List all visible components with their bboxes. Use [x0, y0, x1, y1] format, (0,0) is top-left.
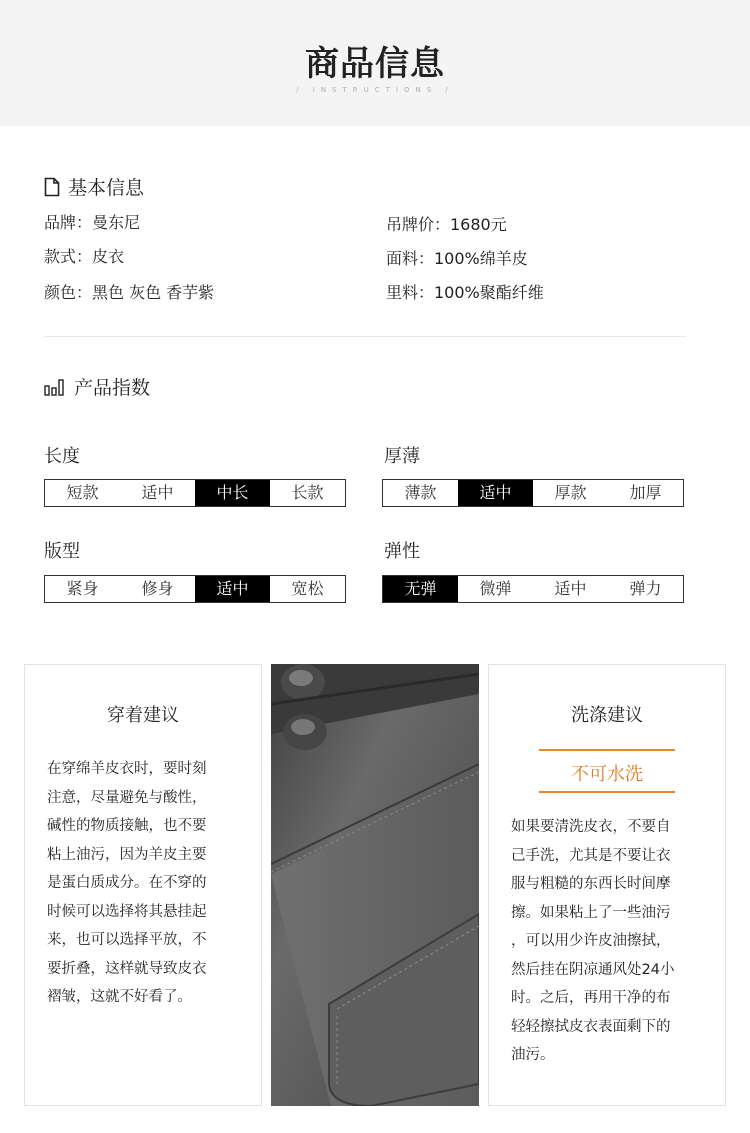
- basic-info-title: 基本信息: [68, 177, 145, 199]
- wash-advice-line: 时。之后，再用干净的布: [511, 990, 671, 1006]
- price-text: 吊牌价：1680元: [386, 215, 507, 234]
- wear-advice-title: 穿着建议: [107, 705, 179, 726]
- header-banner: [0, 0, 750, 126]
- thickness-scale: [382, 479, 684, 507]
- wash-advice-line: 己手洗，尤其是不要让衣: [511, 847, 671, 864]
- thickness-option: 厚款: [554, 483, 587, 502]
- thickness-label: 厚薄: [384, 446, 420, 467]
- brand-text: 品牌：曼东尼: [44, 213, 141, 232]
- length-option: 适中: [141, 483, 174, 502]
- wear-advice-line: 在穿绵羊皮衣时，要时刻: [47, 761, 207, 777]
- elasticity-option: 无弹: [383, 576, 458, 602]
- wash-advice-title: 洗涤建议: [571, 705, 643, 726]
- wear-advice-line: 粘上油污，因为羊皮主要: [47, 846, 207, 863]
- color-text: 颜色：黑色 灰色 香芋紫: [44, 283, 215, 302]
- wash-advice-text: [511, 813, 707, 1070]
- thickness-option: 适中: [458, 480, 533, 506]
- fit-option: 适中: [195, 576, 270, 602]
- basic-info-heading: [44, 173, 144, 200]
- no-water-wash-warning: 不可水洗: [571, 764, 643, 785]
- elasticity-option: 适中: [554, 579, 587, 598]
- length-option: 中长: [195, 480, 270, 506]
- length-option: 短款: [66, 483, 99, 502]
- page-title: 商品信息: [305, 44, 445, 84]
- length-scale: [44, 479, 346, 507]
- style-text: 款式：皮衣: [44, 247, 125, 266]
- document-icon: [44, 177, 60, 197]
- wear-advice-line: 来，也可以选择平放，不: [47, 932, 207, 948]
- length-option: 长款: [291, 483, 324, 502]
- wash-advice-line: 然后挂在阴凉通风处24小: [511, 961, 675, 978]
- wear-advice-text: [47, 755, 243, 1012]
- wash-advice-line: 如果要清洗皮衣，不要自: [511, 819, 671, 835]
- fit-option: 紧身: [66, 579, 99, 598]
- wash-advice-card: [488, 664, 726, 1106]
- wear-advice-line: 碱性的物质接触，也不要: [47, 818, 207, 834]
- thickness-option: 加厚: [629, 483, 662, 502]
- fabric-text: 面料：100%绵羊皮: [386, 249, 528, 268]
- wash-advice-line: 服与粗糙的东西长时间摩: [511, 876, 671, 892]
- wear-advice-line: 是蛋白质成分。在不穿的: [47, 875, 207, 891]
- warning-top-rule: [539, 749, 675, 751]
- fit-scale: [44, 575, 346, 603]
- wash-advice-line: ，可以用少许皮油擦拭，: [511, 933, 671, 949]
- length-label: 长度: [44, 446, 80, 467]
- wear-advice-line: 要折叠，这样就导致皮衣: [47, 960, 207, 977]
- wear-advice-line: 时候可以选择将其悬挂起: [47, 903, 207, 920]
- elasticity-option: 微弹: [479, 579, 512, 598]
- fit-option: 修身: [141, 579, 174, 598]
- thickness-option: 薄款: [404, 483, 437, 502]
- elasticity-label: 弹性: [384, 541, 420, 562]
- page-subtitle: / INSTRUCTIONS /: [296, 86, 454, 94]
- wear-advice-line: 褶皱，这就不好看了。: [47, 989, 192, 1005]
- wash-advice-line: 油污。: [511, 1047, 555, 1063]
- warning-bottom-rule: [539, 791, 675, 793]
- lining-text: 里料：100%聚酯纤维: [386, 283, 544, 302]
- section-divider: [44, 336, 686, 337]
- fit-label: 版型: [44, 541, 80, 562]
- wash-advice-line: 擦。如果粘上了一些油污: [511, 904, 671, 921]
- fit-option: 宽松: [291, 579, 324, 598]
- bar-chart-icon: [44, 378, 66, 396]
- leather-texture-graphic: [271, 664, 479, 1106]
- wear-advice-line: 注意，尽量避免与酸性，: [47, 789, 207, 806]
- product-index-title: 产品指数: [74, 377, 151, 399]
- elasticity-option: 弹力: [629, 579, 662, 598]
- wash-advice-line: 轻轻擦拭皮衣表面剩下的: [511, 1018, 671, 1035]
- elasticity-scale: [382, 575, 684, 603]
- wear-advice-card: [24, 664, 262, 1106]
- product-index-heading: [44, 373, 150, 400]
- leather-detail-photo: [271, 664, 479, 1106]
